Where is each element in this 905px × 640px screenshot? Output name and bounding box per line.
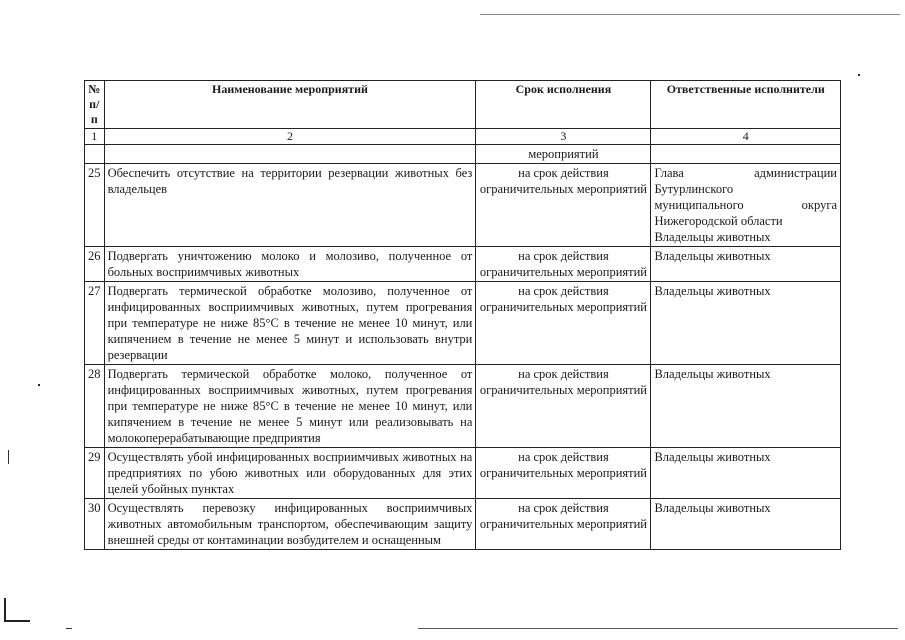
row-name: Подвергать термической обработке молозиво, полученное от инфицированных восприимчивых животных, путем прогревания при температуре не ниже 85°С в течение не менее 10 минут, или кипячением в течение не менее 5 минут и использовать внутри резервации [104, 282, 476, 365]
scan-artifact-left-mark [8, 450, 9, 464]
column-index: 3 [476, 129, 651, 145]
table-row [85, 282, 841, 365]
row-responsible [651, 145, 841, 164]
responsible-line: Владельцы животных [654, 249, 771, 263]
row-name: Обеспечить отсутствие на территории резервации животных без владельцев [104, 164, 476, 247]
row-term: на срок действия ограничительных мероприятий [476, 448, 651, 499]
responsible-line: Владельцы животных [654, 230, 771, 244]
scan-artifact-top-line [480, 14, 900, 15]
row-num: 26 [85, 247, 105, 282]
responsible-line: Нижегородской области [654, 214, 783, 228]
row-name: Подвергать термической обработке молоко, полученное от инфицированных восприимчивых животных, путем прогревания при температуре не ниже 85°С в течение не менее 10 минут, или кипячением в течение не менее 5 минут или реализовывать на молокоперерабатывающие предприятия [104, 365, 476, 448]
header-term: Срок исполнения [476, 81, 651, 129]
responsible-line: Глава администрации [654, 166, 837, 180]
row-num: 27 [85, 282, 105, 365]
row-name [104, 145, 476, 164]
table-row [85, 448, 841, 499]
row-term: на срок действия ограничительных мероприятий [476, 164, 651, 247]
row-term: мероприятий [476, 145, 651, 164]
row-term: на срок действия ограничительных мероприятий [476, 365, 651, 448]
responsible-line: муниципального округа [654, 198, 837, 212]
table-row [85, 499, 841, 550]
header-name: Наименование мероприятий [104, 81, 476, 129]
table-row [85, 247, 841, 282]
responsible-line: Владельцы животных [654, 501, 771, 515]
column-index: 2 [104, 129, 476, 145]
row-num: 30 [85, 499, 105, 550]
continuation-row [85, 145, 841, 164]
row-num [85, 145, 105, 164]
measures-table [84, 80, 841, 550]
responsible-line: Владельцы животных [654, 367, 771, 381]
row-term: на срок действия ограничительных мероприятий [476, 499, 651, 550]
scan-artifact-dot [858, 74, 860, 76]
row-responsible [651, 282, 841, 365]
header-num: № п/п [85, 81, 105, 129]
row-num: 28 [85, 365, 105, 448]
scan-artifact-dot [38, 384, 40, 386]
responsible-line: Бутурлинского [654, 182, 734, 196]
row-name: Осуществлять убой инфицированных восприимчивых животных на предприятиях по убою животных или оборудованных для этих целей убойных пунктах [104, 448, 476, 499]
row-responsible [651, 448, 841, 499]
row-num: 25 [85, 164, 105, 247]
scan-artifact-corner-mark [4, 598, 6, 620]
header-responsible: Ответственные исполнители [651, 81, 841, 129]
row-responsible [651, 164, 841, 247]
row-term: на срок действия ограничительных мероприятий [476, 282, 651, 365]
row-responsible [651, 247, 841, 282]
row-term: на срок действия ограничительных мероприятий [476, 247, 651, 282]
scan-artifact-corner-mark [4, 620, 30, 622]
table-header-row [85, 81, 841, 129]
table-row [85, 365, 841, 448]
row-responsible [651, 499, 841, 550]
scan-artifact-bottom-line [418, 628, 898, 629]
row-name: Подвергать уничтожению молоко и молозиво, полученное от больных восприимчивых животных [104, 247, 476, 282]
column-index-row [85, 129, 841, 145]
row-responsible [651, 365, 841, 448]
row-num: 29 [85, 448, 105, 499]
row-name: Осуществлять перевозку инфицированных восприимчивых животных автомобильным транспортом, обеспечивающим защиту внешней среды от контаминации возбудителем и оснащенным [104, 499, 476, 550]
column-index: 4 [651, 129, 841, 145]
scan-artifact-bottom-line [66, 628, 72, 629]
responsible-line: Владельцы животных [654, 284, 771, 298]
table-row [85, 164, 841, 247]
responsible-line: Владельцы животных [654, 450, 771, 464]
column-index: 1 [85, 129, 105, 145]
